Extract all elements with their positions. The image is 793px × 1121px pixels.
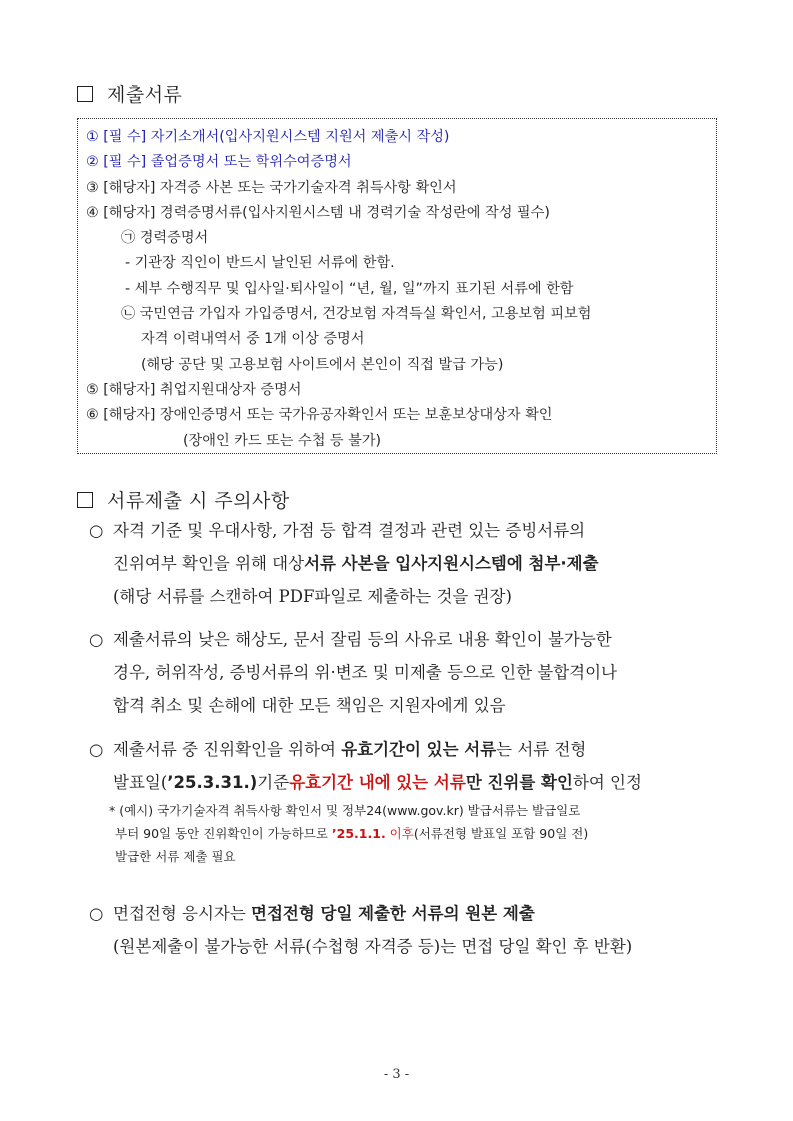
p3-note-2d: (서류전형 발표일 포함 90일 전) bbox=[413, 826, 589, 841]
p3-line-2e-bold: 만 진위를 확인 bbox=[465, 773, 573, 792]
doc-subitem-a: ㉠ 경력증명서 bbox=[121, 230, 209, 247]
p3-note-date-red: ’25.1.1. bbox=[331, 826, 386, 841]
precaution-paragraph-1 bbox=[89, 514, 729, 613]
p3-line-2f: 하여 인정 bbox=[572, 773, 642, 792]
p3-note-2 bbox=[89, 822, 729, 845]
doc-item-5: ⑤ [해당자] 취업지원대상자 증명서 bbox=[86, 381, 302, 398]
doc-item-6: ⑥ [해당자] 장애인증명서 또는 국가유공자확인서 또는 보훈보상대상자 확인 bbox=[86, 407, 553, 424]
p3-line-2c: 기준 bbox=[257, 773, 290, 792]
precaution-paragraph-3 bbox=[89, 733, 729, 868]
p1-line-2b-bold: 서류 사본을 입사지원시스템에 첨부·제출 bbox=[304, 554, 599, 573]
p4-line-1b-bold: 면접전형 당일 제출한 서류의 원본 제출 bbox=[251, 904, 535, 923]
documents-box bbox=[77, 118, 717, 454]
precaution-paragraph-4 bbox=[89, 897, 729, 963]
p3-note-2a: 부터 90일 동안 진위확인이 가능하므로 bbox=[115, 826, 332, 841]
doc-subitem-a-1: - 기관장 직인이 반드시 날인된 서류에 한함. bbox=[125, 255, 395, 272]
doc-item-3: ③ [해당자] 자격증 사본 또는 국가기술자격 취득사항 확인서 bbox=[86, 179, 457, 196]
doc-item-6-note: (장애인 카드 또는 수첩 등 불가) bbox=[183, 432, 382, 449]
p1-line-3: (해당 서류를 스캔하여 PDF파일로 제출하는 것을 권장) bbox=[113, 587, 512, 606]
precaution-paragraph-2 bbox=[89, 623, 729, 722]
p1-line-1: 자격 기준 및 우대사항, 가점 등 합격 결정과 관련 있는 증빙서류의 bbox=[113, 521, 586, 540]
p3-note-1: * (예시) 국가기술자격 취득사항 확인서 및 정부24(www.gov.kr) 발급서류는 발급일로 bbox=[109, 803, 581, 818]
bullet-circle-icon: ○ bbox=[89, 521, 104, 540]
bullet-circle-icon: ○ bbox=[89, 630, 104, 649]
bullet-circle-icon: ○ bbox=[89, 740, 104, 759]
doc-subitem-b: ㉡ 국민연금 가입자 가입증명서, 건강보험 자격득실 확인서, 고용보험 피보험 bbox=[121, 306, 592, 323]
checkbox-square-icon bbox=[77, 86, 93, 102]
p4-line-2: (원본제출이 불가능한 서류(수첩형 자격증 등)는 면접 당일 확인 후 반환) bbox=[113, 937, 633, 956]
p3-line-1c: 는 서류 전형 bbox=[496, 740, 587, 759]
p2-line-2: 경우, 허위작성, 증빙서류의 위·변조 및 미제출 등으로 인한 불합격이나 bbox=[113, 663, 617, 682]
doc-subitem-b-cont: 자격 이력내역서 중 1개 이상 증명서 bbox=[141, 331, 365, 348]
page-number: - 3 - bbox=[383, 1067, 410, 1082]
section-title-text: 제출서류 bbox=[107, 84, 183, 106]
p2-line-1: 제출서류의 낮은 해상도, 문서 잘림 등의 사유로 내용 확인이 불가능한 bbox=[113, 630, 612, 649]
doc-subitem-b-note: (해당 공단 및 고용보험 사이트에서 본인이 직접 발급 가능) bbox=[141, 356, 504, 373]
bullet-circle-icon: ○ bbox=[89, 904, 104, 923]
section-title-documents bbox=[77, 80, 182, 107]
p1-line-2a: 진위여부 확인을 위해 대상 bbox=[113, 554, 305, 573]
p3-line-2a: 발표일( bbox=[113, 773, 168, 792]
doc-item-1: ① [필 수] 자기소개서(입사지원시스템 지원서 제출시 작성) bbox=[86, 129, 450, 145]
section-title-text: 서류제출 시 주의사항 bbox=[107, 490, 290, 512]
doc-item-2: ② [필 수] 졸업증명서 또는 학위수여증명서 bbox=[86, 154, 352, 171]
doc-item-4: ④ [해당자] 경력증명서류(입사지원시스템 내 경력기술 작성란에 작성 필수) bbox=[86, 204, 550, 221]
p2-line-3: 합격 취소 및 손해에 대한 모든 책임은 지원자에게 있음 bbox=[113, 696, 506, 715]
p3-line-1b-bold: 유효기간이 있는 서류 bbox=[341, 740, 497, 759]
p4-line-1a: 면접전형 응시자는 bbox=[113, 904, 252, 923]
doc-subitem-a-2: - 세부 수행직무 및 입사일·퇴사일이 “년, 월, 일”까지 표기된 서류에 한함 bbox=[125, 280, 574, 297]
p3-line-1a: 제출서류 중 진위확인을 위하여 bbox=[113, 740, 342, 759]
checkbox-square-icon bbox=[77, 492, 93, 508]
p3-valid-period-red: 유효기간 내에 있는 서류 bbox=[289, 773, 466, 792]
p3-date-bold: ’25.3.31.) bbox=[167, 773, 258, 792]
p3-note-3: 발급한 서류 제출 필요 bbox=[115, 849, 236, 864]
section-title-precautions bbox=[77, 486, 290, 513]
p3-note-after-red: 이후 bbox=[385, 826, 414, 841]
